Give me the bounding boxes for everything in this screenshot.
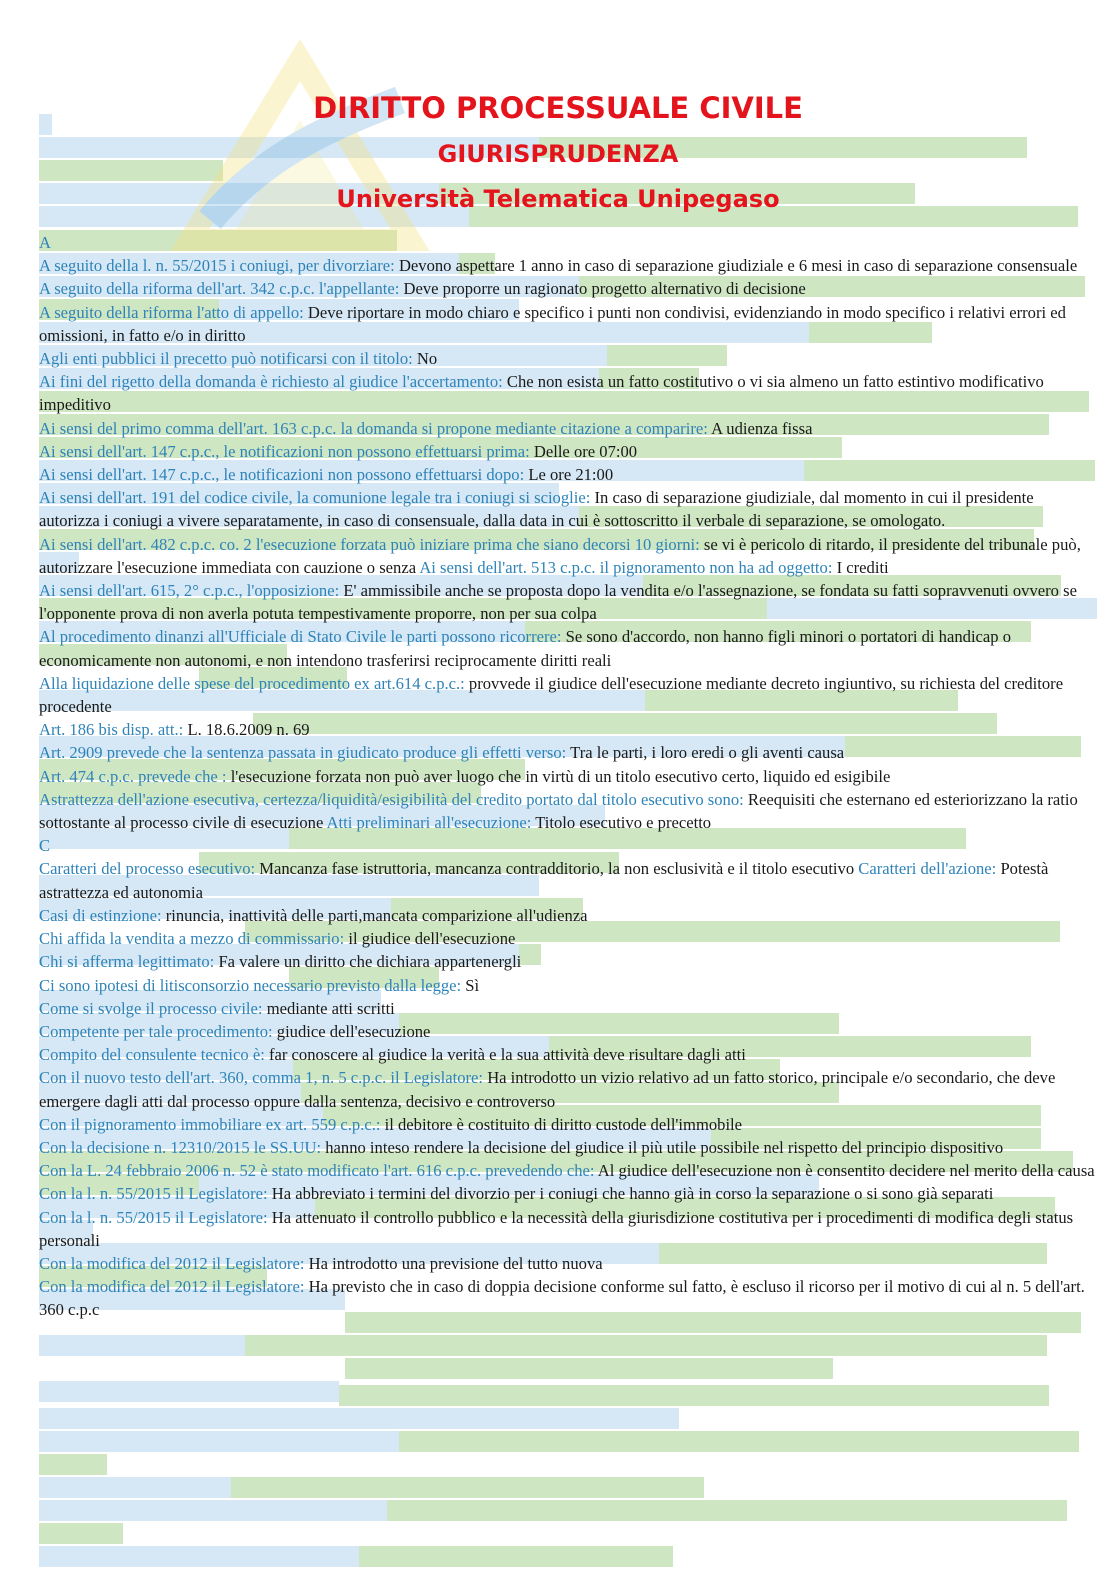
- answer: I crediti: [836, 557, 889, 577]
- list-item: [39, 347, 1097, 370]
- document-title: DIRITTO PROCESSUALE CIVILE: [313, 91, 803, 125]
- question: Ci sono ipotesi di litisconsorzio necessario previsto dalla legge:: [39, 975, 462, 995]
- document-subtitle: GIURISPRUDENZA: [437, 140, 679, 168]
- list-item: [39, 788, 1097, 834]
- list-item: [39, 486, 1097, 532]
- question: Ai sensi dell'art. 615, 2° c.p.c., l'opposizione:: [39, 581, 340, 601]
- answer: se vi è pericolo di ritardo, il presidente del tribunale può, autorizzare l'esecuzione immediata con cauzione o senza: [39, 534, 1081, 577]
- section-letter: C: [39, 836, 51, 856]
- list-item: [39, 1275, 1097, 1321]
- question: Ai sensi dell'art. 147 c.p.c., le notificazioni non possono effettuarsi prima:: [39, 441, 530, 461]
- list-item: [39, 718, 1097, 741]
- answer: Che non esista un fatto costitutivo o vi sia almeno un fatto estintivo modificativo impeditivo: [39, 372, 1044, 415]
- answer: Deve riportare in modo chiaro e specifico i punti non condivisi, evidenziando in modo specifico i relativi errori ed omissioni, in fatto e/o in diritto: [39, 302, 1066, 345]
- answer: il debitore è costituito di diritto custode dell'immobile: [384, 1114, 743, 1134]
- question: Con la modifica del 2012 il Legislatore:: [39, 1277, 305, 1297]
- answer: giudice dell'esecuzione: [276, 1021, 431, 1041]
- list-item: [39, 440, 1097, 463]
- question: Compito del consulente tecnico è:: [39, 1045, 265, 1065]
- list-item: [39, 1182, 1097, 1205]
- answer: A udienza fissa: [711, 418, 813, 438]
- answer: Fa valere un diritto che dichiara appartenergli: [218, 952, 522, 972]
- question: Con la modifica del 2012 il Legislatore:: [39, 1253, 305, 1273]
- answer: Ha abbreviato i termini del divorzio per i coniugi che hanno già in corso la separazione o si sono già separati: [271, 1184, 994, 1204]
- answer: Se sono d'accordo, non hanno figli minori o portatori di handicap o economicamente non autonomi, e non intendono trasferirsi reciprocamente diritti reali: [39, 627, 1012, 670]
- answer: Ha introdotto una previsione del tutto nuova: [308, 1253, 603, 1273]
- answer: In caso di separazione giudiziale, dal momento in cui il presidente autorizza i coniugi a vivere separatamente, in caso di consensuale, dalla data in cui è sottoscritto il verbale di separazione, se omologato.: [39, 488, 1034, 531]
- question: Al procedimento dinanzi all'Ufficiale di Stato Civile le parti possono ricorrere:: [39, 627, 562, 647]
- question: Ai sensi del primo comma dell'art. 163 c.p.c. la domanda si propone mediante citazione a comparire:: [39, 418, 708, 438]
- answer: L. 18.6.2009 n. 69: [187, 720, 310, 740]
- question: Ai sensi dell'art. 482 c.p.c. co. 2 l'esecuzione forzata può iniziare prima che siano decorsi 10 giorni:: [39, 534, 700, 554]
- question: A seguito della riforma dell'art. 342 c.p.c. l'appellante:: [39, 279, 400, 299]
- list-item: [39, 1043, 1097, 1066]
- question: Ai fini del rigetto della domanda è richiesto al giudice l'accertamento:: [39, 372, 503, 392]
- question: Con la decisione n. 12310/2015 le SS.UU:: [39, 1137, 322, 1157]
- list-item: [39, 950, 1097, 973]
- list-item: [39, 1252, 1097, 1275]
- list-item: [39, 463, 1097, 486]
- list-item: [39, 1020, 1097, 1043]
- question: Agli enti pubblici il precetto può notificarsi con il titolo:: [39, 349, 413, 369]
- list-item: [39, 1206, 1097, 1252]
- answer: hanno inteso rendere la decisione del giudice il più utile possibile nel rispetto del principio dispositivo: [325, 1137, 1004, 1157]
- list-item: [39, 579, 1097, 625]
- list-item: [39, 625, 1097, 671]
- answer: Potestà astrattezza ed autonomia: [39, 859, 1049, 902]
- answer: Ha attenuato il controllo pubblico e la necessità della giurisdizione costitutiva per i procedimenti di modifica degli status personali: [39, 1207, 1074, 1250]
- answer: rinuncia, inattività delle parti,mancata comparizione all'udienza: [165, 905, 588, 925]
- answer: mediante atti scritti: [266, 998, 395, 1018]
- answer: provvede il giudice dell'esecuzione mediante decreto ingiuntivo, su richiesta del creditore procedente: [39, 673, 1064, 717]
- list-item: [39, 857, 1097, 903]
- list-item: [39, 904, 1097, 927]
- question: Casi di estinzione:: [39, 905, 162, 925]
- question: Ai sensi dell'art. 191 del codice civile, la comunione legale tra i coniugi si scioglie:: [39, 488, 591, 508]
- section-letter: A: [39, 233, 51, 252]
- list-item: [39, 997, 1097, 1020]
- question: Ai sensi dell'art. 513 c.p.c. il pignoramento non ha ad oggetto:: [419, 557, 833, 577]
- answer: Devono aspettare 1 anno in caso di separazione giudiziale e 6 mesi in caso di separazione consensuale: [398, 256, 1078, 276]
- question: Come si svolge il processo civile:: [39, 998, 263, 1018]
- list-item: [39, 765, 1097, 788]
- question: A seguito della l. n. 55/2015 i coniugi, per divorziare:: [39, 256, 395, 276]
- answer: Al giudice dell'esecuzione non è consentito decidere nel merito della causa: [597, 1161, 1095, 1181]
- question: Con la L. 24 febbraio 2006 n. 52 è stato modificato l'art. 616 c.p.c. prevedendo che:: [39, 1161, 595, 1181]
- list-item: [39, 417, 1097, 440]
- question: Art. 2909 prevede che la sentenza passata in giudicato produce gli effetti verso:: [39, 743, 567, 763]
- university-name: Università Telematica Unipegaso: [336, 185, 780, 213]
- question: Ai sensi dell'art. 147 c.p.c., le notificazioni non possono effettuarsi dopo:: [39, 465, 525, 485]
- list-item: [39, 672, 1097, 718]
- answer: Ha introdotto un vizio relativo ad un fatto storico, principale e/o secondario, che deve emergere dagli atti dal processo oppure dalla sentenza, decisivo e controverso: [39, 1068, 1056, 1111]
- question: Chi affida la vendita a mezzo di commissario:: [39, 929, 345, 949]
- answer: Reequisiti che esternano ed esteriorizzano la ratio sottostante al processo civile di esecuzione: [39, 789, 1078, 833]
- question: Con il nuovo testo dell'art. 360, comma 1, n. 5 c.p.c. il Legislatore:: [39, 1068, 484, 1088]
- answer: Le ore 21:00: [528, 465, 614, 485]
- question: Caratteri dell'azione:: [858, 859, 997, 879]
- question: Con la l. n. 55/2015 il Legislatore:: [39, 1184, 268, 1204]
- question: Art. 474 c.p.c. prevede che :: [39, 766, 227, 786]
- question: Competente per tale procedimento:: [39, 1021, 273, 1041]
- answer: No: [416, 349, 438, 369]
- qa-list: [39, 231, 1097, 1322]
- answer: Delle ore 07:00: [533, 441, 638, 461]
- answer: il giudice dell'esecuzione: [348, 929, 516, 949]
- question: Alla liquidazione delle spese del procedimento ex art.614 c.p.c.:: [39, 673, 465, 693]
- question: Art. 186 bis disp. att.:: [39, 720, 184, 740]
- answer: Tra le parti, i loro eredi o gli aventi causa: [570, 743, 845, 763]
- question: Astrattezza dell'azione esecutiva, certezza/liquidità/esigibilità del credito portato dal titolo esecutivo sono:: [39, 789, 744, 809]
- question: Caratteri del processo esecutivo:: [39, 859, 256, 879]
- answer: far conoscere al giudice la verità e la sua attività deve risultare dagli atti: [268, 1045, 746, 1065]
- list-item: [39, 277, 1097, 300]
- list-item: [39, 533, 1097, 579]
- answer: E' ammissibile anche se proposta dopo la vendita e/o l'assegnazione, se fondata su fatti sopravvenuti ovvero se l'opponente prova di non averla potuta tempestivamente proporre, non per sua colpa: [39, 581, 1077, 624]
- question: Atti preliminari all'esecuzione:: [326, 813, 532, 833]
- answer: Sì: [465, 975, 480, 995]
- list-item: [39, 1159, 1097, 1182]
- list-item: [39, 1066, 1097, 1112]
- list-item: [39, 741, 1097, 764]
- list-item: [39, 1113, 1097, 1136]
- question: Con la l. n. 55/2015 il Legislatore:: [39, 1207, 268, 1227]
- answer: Mancanza fase istruttoria, mancanza contradditorio, la non esclusività e il titolo esecutivo: [259, 859, 855, 879]
- list-item: [39, 1136, 1097, 1159]
- answer: Ha previsto che in caso di doppia decisione conforme sul fatto, è escluso il ricorso per il motivo di cui al n. 5 dell'art. 360 c.p.c: [39, 1277, 1085, 1320]
- question: Con il pignoramento immobiliare ex art. 559 c.p.c.:: [39, 1114, 381, 1134]
- question: Chi si afferma legittimato:: [39, 952, 215, 972]
- list-item: [39, 254, 1097, 277]
- list-item: [39, 927, 1097, 950]
- answer: l'esecuzione forzata non può aver luogo che in virtù di un titolo esecutivo certo, liquido ed esigibile: [230, 766, 891, 786]
- answer: Titolo esecutivo e precetto: [535, 813, 712, 833]
- list-item: [39, 370, 1097, 416]
- answer: Deve proporre un ragionato progetto alternativo di decisione: [403, 279, 806, 299]
- question: A seguito della riforma l'atto di appello:: [39, 302, 304, 322]
- document-header: [0, 88, 1116, 217]
- list-item: [39, 974, 1097, 997]
- list-item: [39, 301, 1097, 347]
